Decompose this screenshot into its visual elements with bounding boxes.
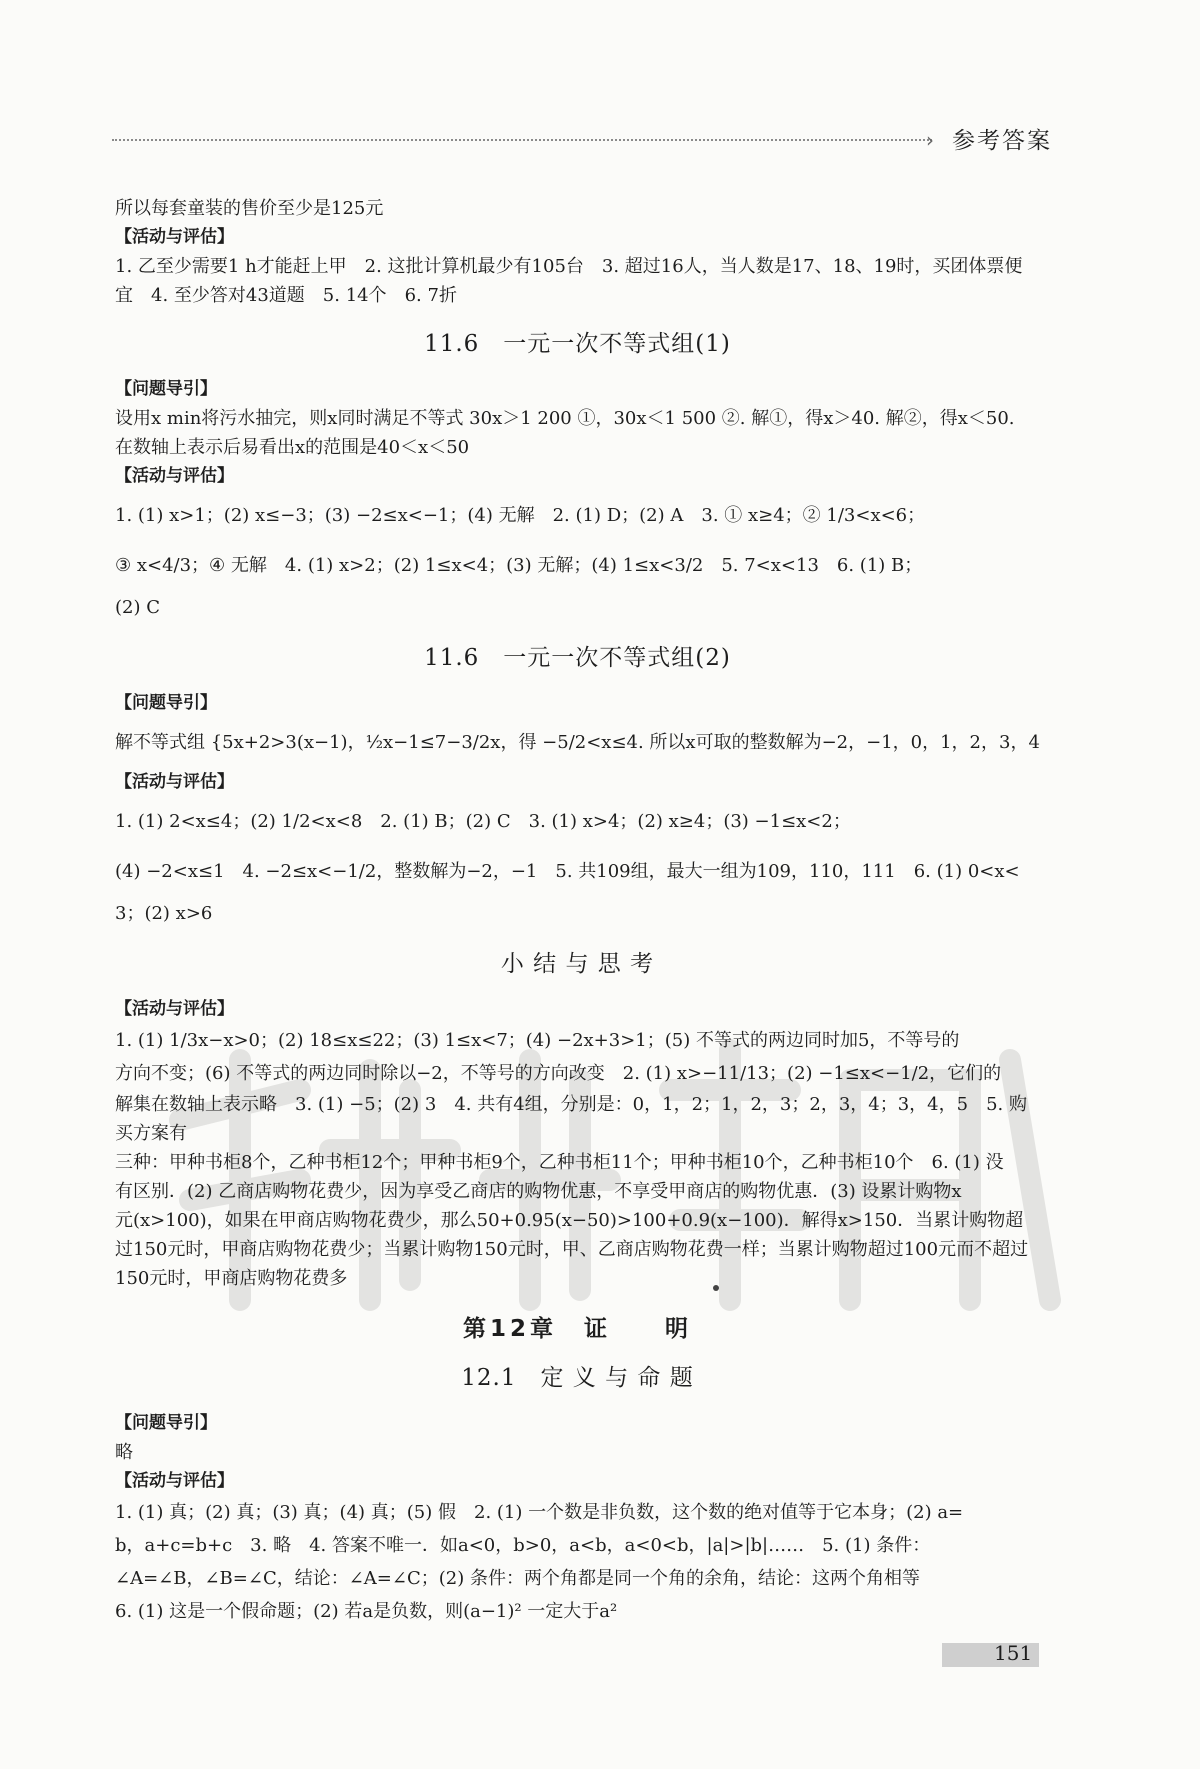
activity-eval-label: 【活动与评估】 xyxy=(115,227,234,247)
activity-eval-label: 【活动与评估】 xyxy=(115,999,234,1019)
section-title-summary: 小 结 与 思 考 xyxy=(500,951,655,977)
activity-eval-label: 【活动与评估】 xyxy=(115,772,234,792)
answer-line: 设用x min将污水抽完，则x同时满足不等式 30x＞1 200 ①，30x＜1 500 ②. 解①，得x＞40. 解②，得x＜50. xyxy=(115,408,1015,429)
answer-line: 方向不变；(6) 不等式的两边同时除以−2，不等号的方向改变 2. (1) x>−11/13；(2) −1≤x<−1/2，它们的 xyxy=(115,1063,1002,1084)
problem-guide-label: 【问题导引】 xyxy=(115,1413,217,1433)
answer-line: 1. (1) 2<x≤4；(2) 1/2<x<8 2. (1) B；(2) C 3. (1) x>4；(2) x≥4；(3) −1≤x<2； xyxy=(115,811,851,832)
section-title-12-1: 12.1 定 义 与 命 题 xyxy=(461,1365,694,1391)
answer-line: 6. (1) 这是一个假命题；(2) 若a是负数，则(a−1)² 一定大于a² xyxy=(115,1601,618,1622)
answer-line: 三种：甲种书柜8个，乙种书柜12个；甲种书柜9个，乙种书柜11个；甲种书柜10个，乙种书柜10个 6. (1) 没 xyxy=(115,1152,1004,1173)
problem-guide-label: 【问题导引】 xyxy=(115,379,217,399)
answer-line: ∠A=∠B，∠B=∠C，结论：∠A=∠C；(2) 条件：两个角都是同一个角的余角，结论：这两个角相等 xyxy=(115,1568,920,1589)
answer-line: 解集在数轴上表示略 3. (1) −5；(2) 3 4. 共有4组，分别是：0，1，2；1，2，3；2，3，4；3，4，5 5. 购买方案有 xyxy=(115,1094,1027,1144)
answer-line: 3；(2) x>6 xyxy=(115,903,213,924)
answer-line: 略 xyxy=(115,1442,133,1463)
answer-line: 1. (1) x>1；(2) x≤−3；(3) −2≤x<−1；(4) 无解 2. (1) D；(2) A 3. ① x≥4；② 1/3<x<6； xyxy=(115,505,926,526)
header-label: 参考答案 xyxy=(952,128,1052,154)
ink-dot xyxy=(713,1285,719,1291)
section-title-11-6-1: 11.6 一元一次不等式组(1) xyxy=(424,331,731,357)
answer-line: 过150元时，甲商店购物花费少；当累计购物150元时，甲、乙商店购物花费一样；当累计购物超过100元而不超过 xyxy=(115,1239,1029,1260)
answer-line: 1. (1) 真；(2) 真；(3) 真；(4) 真；(5) 假 2. (1) 一个数是非负数，这个数的绝对值等于它本身；(2) a= xyxy=(115,1502,964,1523)
answer-line: 1. (1) 1/3x−x>0；(2) 18≤x≤22；(3) 1≤x<7；(4) −2x+3>1；(5) 不等式的两边同时加5，不等号的 xyxy=(115,1030,960,1051)
chapter-title: 第12章 证 明 xyxy=(462,1316,692,1342)
problem-guide-label: 【问题导引】 xyxy=(115,693,217,713)
answer-line: ③ x<4/3；④ 无解 4. (1) x>2；(2) 1≤x<4；(3) 无解；(4) 1≤x<3/2 5. 7<x<13 6. (1) B； xyxy=(115,555,923,576)
answer-line: 有区别．(2) 乙商店购物花费少，因为享受乙商店的购物优惠，不享受甲商店的购物优惠．(3) 设累计购物x xyxy=(115,1181,962,1202)
answer-content xyxy=(115,194,1040,1628)
intro-line: 所以每套童装的售价至少是125元 xyxy=(115,198,384,219)
answer-line: 宜 4. 至少答对43道题 5. 14个 6. 7折 xyxy=(115,285,457,306)
answer-line: 1. 乙至少需要1 h才能赶上甲 2. 这批计算机最少有105台 3. 超过16人，当人数是17、18、19时，买团体票便 xyxy=(115,256,1023,277)
section-title-11-6-2: 11.6 一元一次不等式组(2) xyxy=(424,645,731,671)
header-dotted-rule xyxy=(112,139,932,141)
activity-eval-label: 【活动与评估】 xyxy=(115,1471,234,1491)
header-arrow-icon: › xyxy=(926,128,934,152)
answer-line: b，a+c=b+c 3. 略 4. 答案不唯一．如a<0，b>0，a<b，a<0<b，|a|>|b|…… 5. (1) 条件： xyxy=(115,1535,931,1556)
answer-line: 元(x>100)，如果在甲商店购物花费少，那么50+0.95(x−50)>100+0.9(x−100)．解得x>150．当累计购物超 xyxy=(115,1210,1024,1231)
answer-line: 在数轴上表示后易看出x的范围是40＜x＜50 xyxy=(115,437,470,458)
activity-eval-label: 【活动与评估】 xyxy=(115,466,234,486)
answer-line: 解不等式组 {5x+2>3(x−1)，½x−1≤7−3/2x，得 −5/2<x≤4. 所以x可取的整数解为−2，−1，0，1，2，3，4 xyxy=(115,732,1040,753)
answer-line: 150元时，甲商店购物花费多 xyxy=(115,1268,348,1289)
answer-line: (4) −2<x≤1 4. −2≤x<−1/2，整数解为−2，−1 5. 共109组，最大一组为109，110，111 6. (1) 0<x< xyxy=(115,861,1020,882)
page-number: 151 xyxy=(994,1641,1033,1665)
answer-line: (2) C xyxy=(115,597,160,618)
